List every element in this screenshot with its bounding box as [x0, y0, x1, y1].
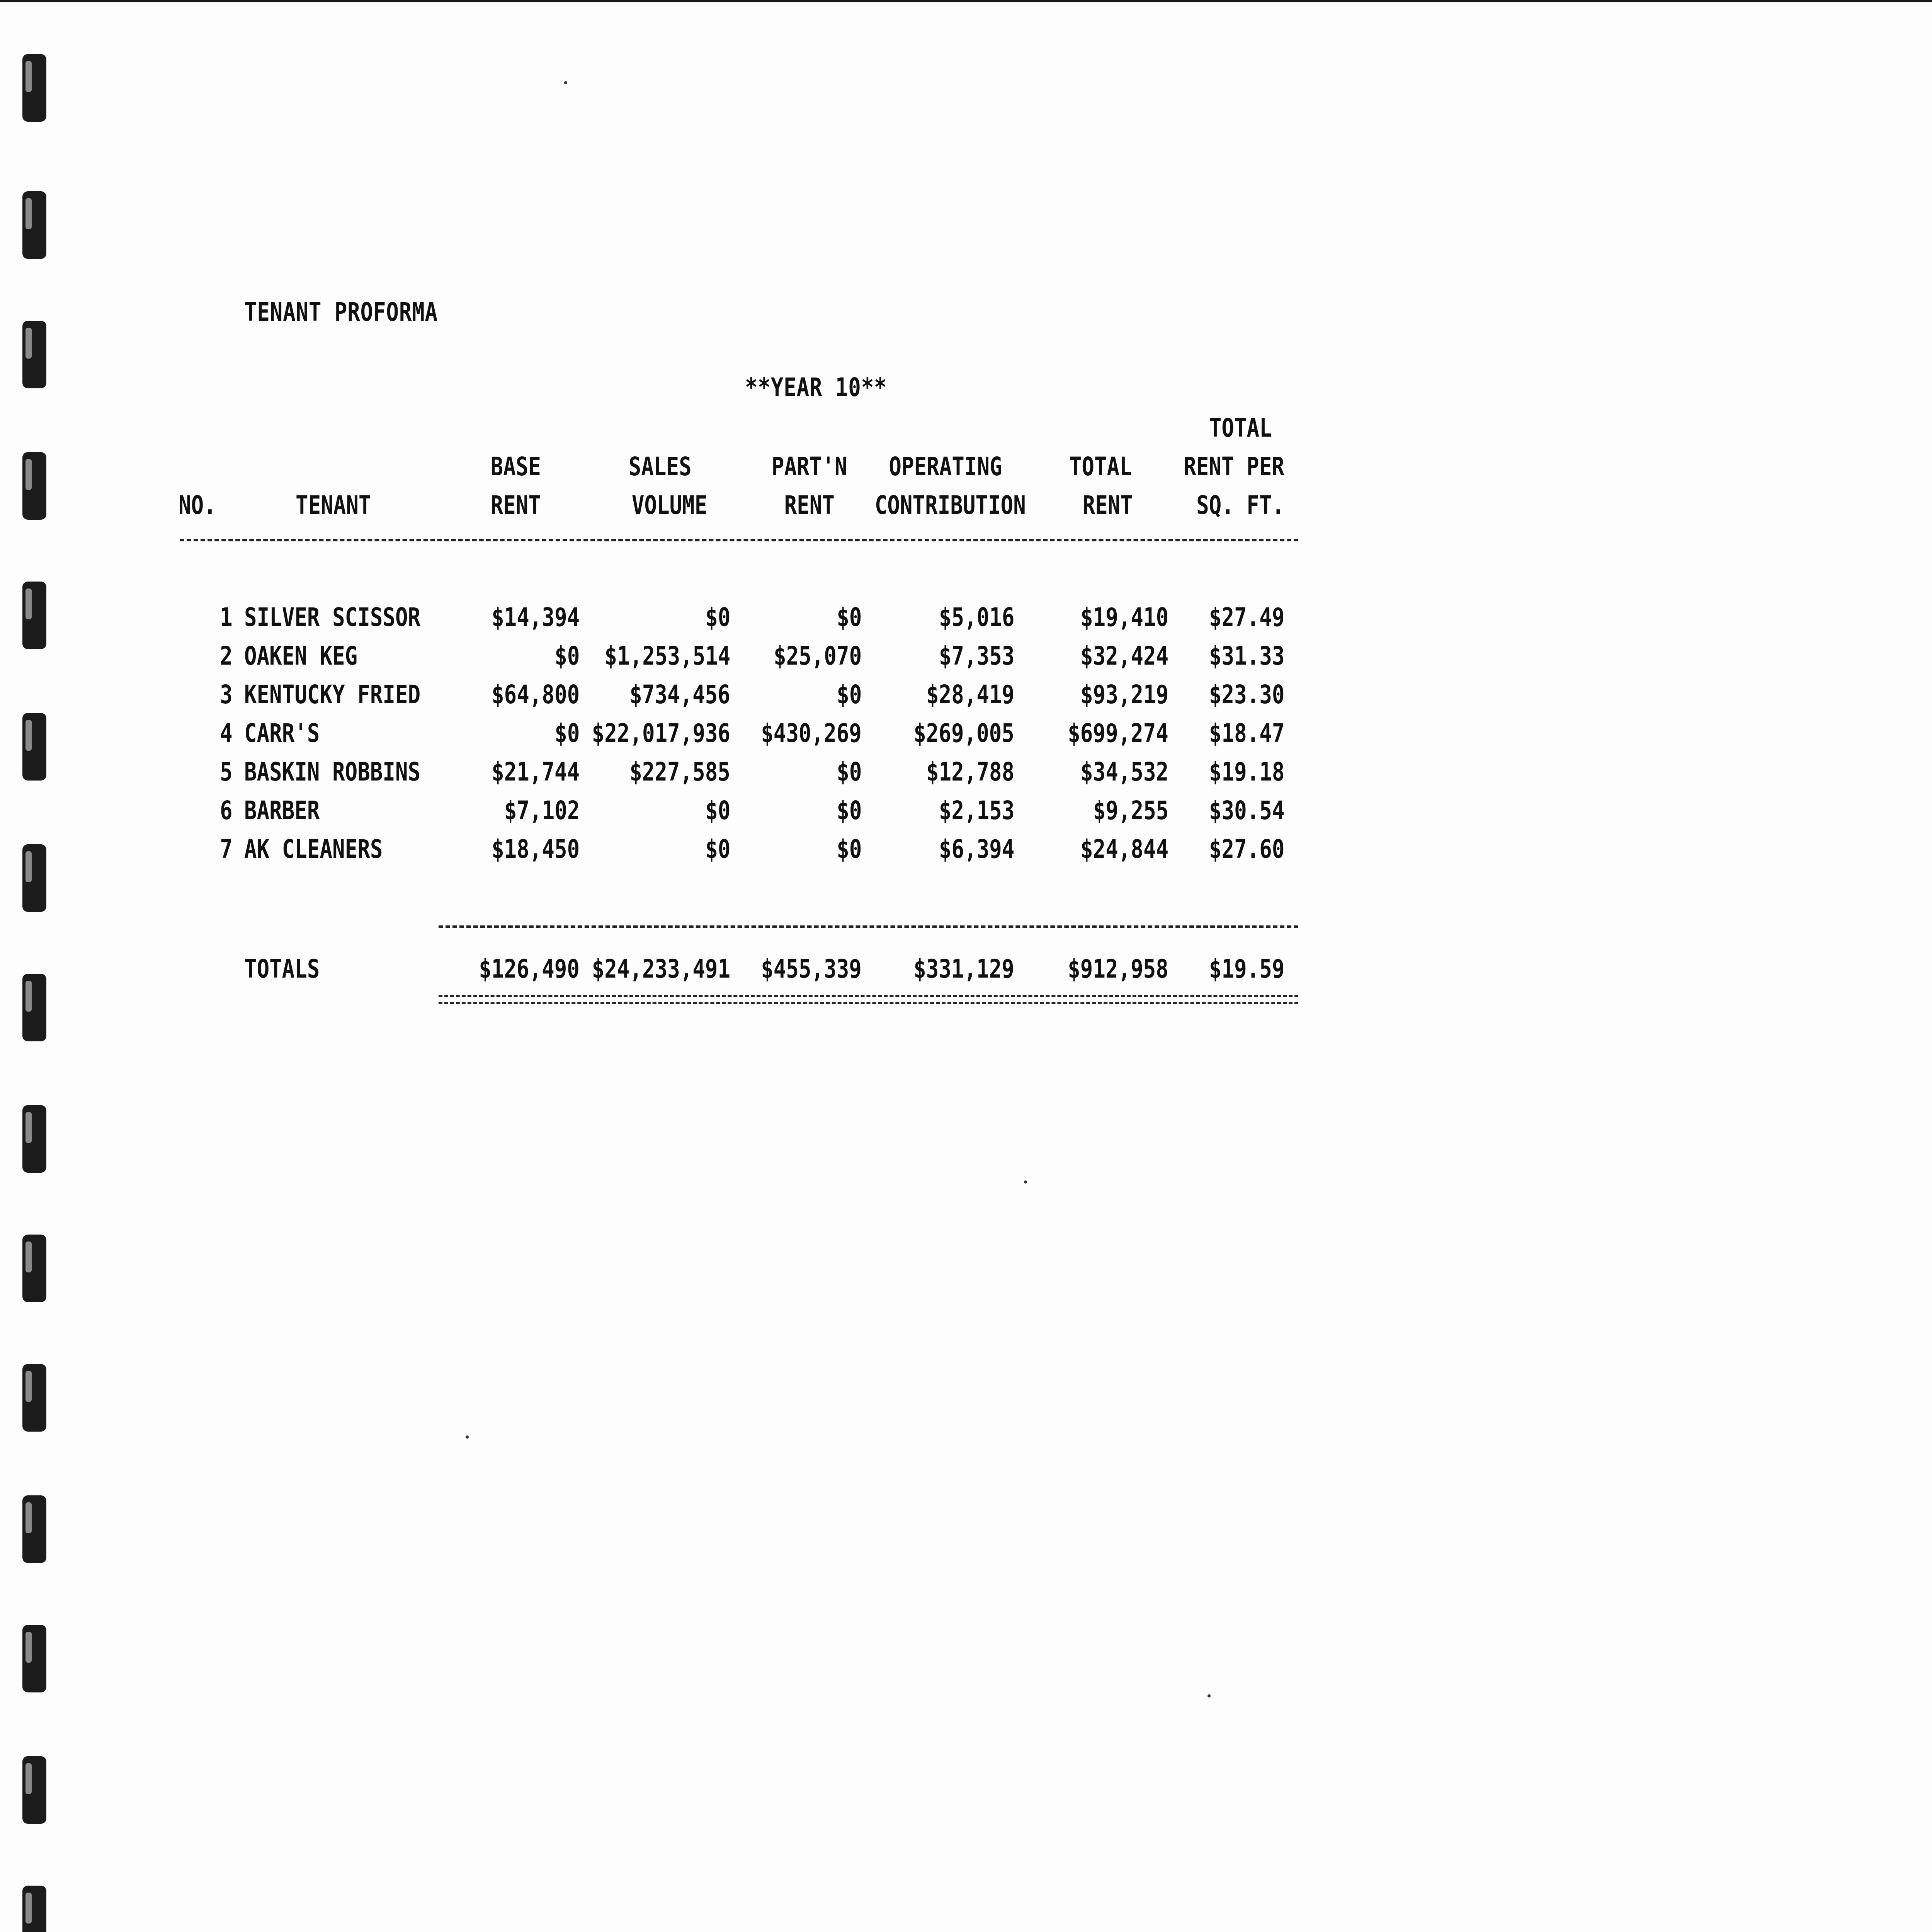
totals-op: $331,129 [913, 954, 1014, 984]
scan-speck [1024, 1180, 1027, 1184]
row-no: 4 [220, 718, 233, 748]
year-label: **YEAR 10** [745, 372, 887, 402]
row-partn-rent: $25,070 [773, 641, 862, 671]
row-no: 7 [220, 834, 233, 864]
totals-sales: $24,233,491 [592, 954, 730, 984]
binder-hole [22, 1105, 46, 1173]
binder-hole [22, 1235, 46, 1302]
scan-speck [466, 1435, 469, 1439]
row-sales-volume: $0 [705, 796, 730, 825]
row-rent-per-sqft: $31.33 [1209, 641, 1284, 671]
row-total-rent: $19,410 [1080, 602, 1168, 632]
binder-hole [22, 1495, 46, 1563]
row-sales-volume: $0 [705, 602, 730, 632]
page-top-edge [0, 0, 1932, 2]
header-persq-1: TOTAL [1209, 413, 1272, 443]
totals-base: $126,490 [479, 954, 580, 984]
row-tenant: AK CLEANERS [244, 834, 383, 864]
row-tenant: CARR'S [244, 718, 320, 748]
row-total-rent: $699,274 [1068, 718, 1168, 748]
row-rent-per-sqft: $27.60 [1209, 834, 1284, 864]
binder-hole [22, 582, 46, 649]
row-total-rent: $93,219 [1080, 680, 1168, 709]
document-title: TENANT PROFORMA [244, 297, 438, 327]
header-op-1: OPERATING [889, 452, 1002, 481]
totals-partn: $455,339 [761, 954, 862, 984]
row-rent-per-sqft: $27.49 [1209, 602, 1284, 632]
header-rule [180, 539, 1298, 541]
row-no: 5 [220, 757, 233, 787]
row-operating-contribution: $269,005 [913, 718, 1014, 748]
row-base-rent: $21,744 [491, 757, 580, 787]
totals-persq: $19.59 [1209, 954, 1284, 984]
row-tenant: SILVER SCISSOR [244, 602, 421, 632]
header-partn-1: PART'N [771, 452, 847, 481]
header-total-1: TOTAL [1069, 452, 1132, 481]
row-operating-contribution: $28,419 [926, 680, 1014, 709]
row-no: 6 [220, 796, 233, 825]
header-persq-2: RENT PER [1184, 452, 1284, 481]
header-sales-2: VOLUME [631, 490, 707, 520]
row-sales-volume: $734,456 [629, 680, 730, 709]
totals-double-rule [439, 995, 1298, 1004]
row-rent-per-sqft: $30.54 [1209, 796, 1284, 825]
row-partn-rent: $0 [836, 757, 862, 787]
row-base-rent: $0 [554, 641, 580, 671]
row-base-rent: $0 [554, 718, 580, 748]
binder-hole [22, 1625, 46, 1692]
totals-label: TOTALS [244, 954, 320, 984]
binder-hole [22, 1756, 46, 1824]
row-total-rent: $32,424 [1080, 641, 1168, 671]
row-sales-volume: $0 [705, 834, 730, 864]
row-operating-contribution: $12,788 [926, 757, 1014, 787]
row-total-rent: $24,844 [1080, 834, 1168, 864]
row-partn-rent: $0 [836, 796, 862, 825]
header-persq-3: SQ. FT. [1196, 490, 1284, 520]
header-base-1: BASE [490, 452, 541, 481]
header-partn-2: RENT [784, 490, 835, 520]
binder-hole [22, 452, 46, 520]
row-no: 1 [220, 602, 233, 632]
totals-rule [439, 925, 1298, 928]
row-tenant: KENTUCKY FRIED [244, 680, 421, 709]
row-partn-rent: $0 [836, 602, 862, 632]
binder-hole [22, 191, 46, 259]
header-sales-1: SALES [629, 452, 692, 481]
header-op-2: CONTRIBUTION [875, 490, 1026, 520]
row-tenant: BARBER [244, 796, 320, 825]
scan-speck [564, 81, 567, 84]
header-tenant: TENANT [296, 490, 371, 520]
header-total-2: RENT [1082, 490, 1133, 520]
binder-hole [22, 713, 46, 781]
header-no: NO. [179, 490, 216, 520]
binder-hole [22, 844, 46, 912]
row-operating-contribution: $7,353 [939, 641, 1014, 671]
binder-hole [22, 1364, 46, 1432]
row-no: 2 [220, 641, 233, 671]
row-rent-per-sqft: $23.30 [1209, 680, 1284, 709]
row-base-rent: $14,394 [491, 602, 580, 632]
row-base-rent: $64,800 [491, 680, 580, 709]
row-rent-per-sqft: $18.47 [1209, 718, 1284, 748]
header-base-2: RENT [490, 490, 541, 520]
row-operating-contribution: $2,153 [939, 796, 1014, 825]
row-partn-rent: $0 [836, 834, 862, 864]
scan-speck [1208, 1694, 1211, 1697]
row-total-rent: $34,532 [1080, 757, 1168, 787]
row-total-rent: $9,255 [1093, 796, 1168, 825]
row-sales-volume: $1,253,514 [604, 641, 730, 671]
binder-hole [22, 974, 46, 1041]
row-rent-per-sqft: $19.18 [1209, 757, 1284, 787]
row-partn-rent: $0 [836, 680, 862, 709]
row-operating-contribution: $5,016 [939, 602, 1014, 632]
binder-hole [22, 54, 46, 122]
row-partn-rent: $430,269 [761, 718, 862, 748]
row-operating-contribution: $6,394 [939, 834, 1014, 864]
row-tenant: BASKIN ROBBINS [244, 757, 421, 787]
row-tenant: OAKEN KEG [244, 641, 358, 671]
row-sales-volume: $22,017,936 [592, 718, 730, 748]
binder-hole [22, 1886, 46, 1932]
row-no: 3 [220, 680, 233, 709]
totals-total: $912,958 [1068, 954, 1168, 984]
row-base-rent: $7,102 [504, 796, 580, 825]
binder-hole [22, 321, 46, 388]
row-base-rent: $18,450 [491, 834, 580, 864]
row-sales-volume: $227,585 [629, 757, 730, 787]
